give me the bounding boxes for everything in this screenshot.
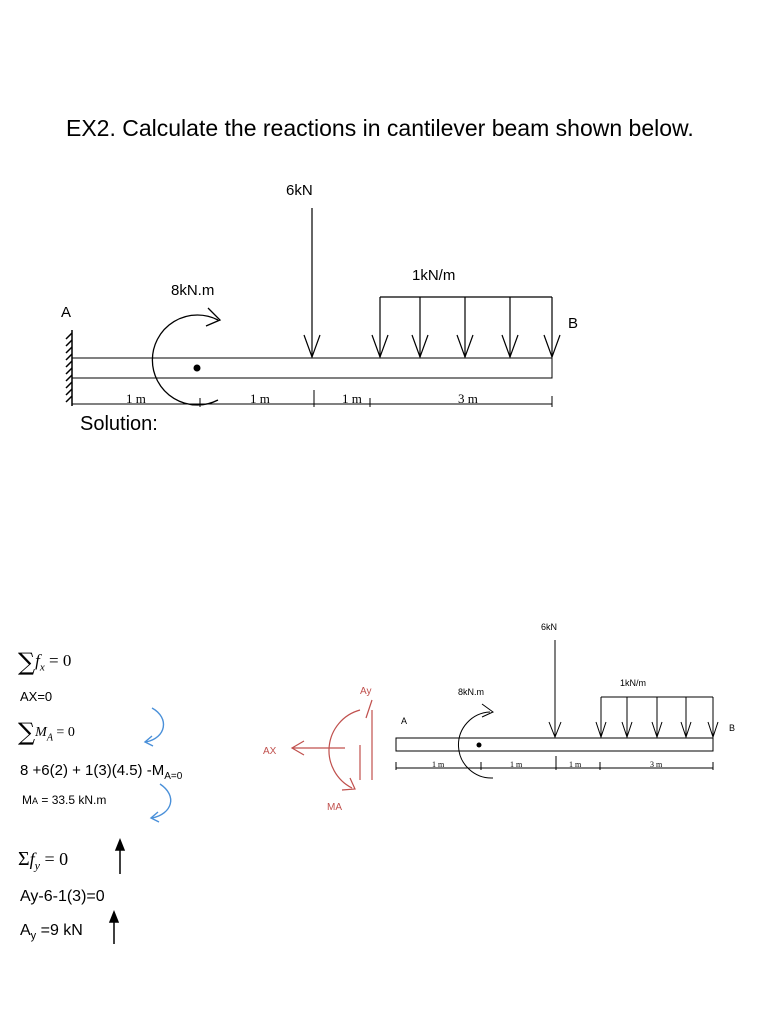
ay-arrow	[366, 700, 372, 718]
span-label: 1 m	[342, 391, 362, 406]
small-end-b-label: B	[729, 723, 736, 733]
ax-label: AX	[263, 746, 277, 757]
solution-label: Solution:	[80, 413, 158, 435]
small-support-a-label: A	[401, 716, 408, 726]
fx-var: f	[35, 651, 40, 670]
ay-label: Ay	[360, 686, 372, 697]
fixed-support-hatch	[66, 330, 72, 406]
ma-result	[22, 793, 106, 807]
ma-result-sub: A	[32, 796, 39, 806]
ax-equation: AX=0	[20, 689, 53, 704]
sum-ma-equation	[18, 718, 75, 746]
ma-arc	[329, 710, 360, 788]
ay-result	[20, 922, 83, 942]
point-load-label: 6kN	[286, 182, 313, 199]
ma-result-pre: M	[22, 793, 32, 807]
small-udl-label: 1kN/m	[620, 678, 647, 688]
ma-label: MA	[327, 802, 342, 813]
moment-equation	[20, 762, 182, 782]
fy-sub: y	[34, 858, 40, 873]
small-span-label: 1 m	[432, 760, 445, 769]
moment-point	[194, 365, 201, 372]
distributed-load	[372, 297, 560, 357]
sigma-symbol: ∑	[18, 718, 36, 746]
moment-label: 8kN.m	[171, 282, 215, 299]
small-beam-diagram	[396, 640, 718, 778]
page-title: EX2. Calculate the reactions in cantilever beam shown below.	[66, 115, 694, 141]
fy-rhs: = 0	[39, 849, 69, 869]
moment-eq-main: 8 +6(2) + 1(3)(4.5) -M	[20, 762, 165, 779]
small-span-label: 3 m	[650, 760, 663, 769]
ma-sub: A	[46, 732, 53, 744]
span-label: 3 m	[458, 391, 478, 406]
ma-result-post: = 33.5 kN.m	[38, 793, 107, 807]
end-b-label: B	[568, 315, 579, 332]
small-moment-point	[477, 743, 482, 748]
applied-moment-arc	[152, 315, 218, 405]
moment-arrowhead	[206, 308, 220, 326]
span-label: 1 m	[250, 391, 270, 406]
free-body-diagram	[292, 700, 372, 790]
udl-label: 1kN/m	[412, 267, 456, 284]
small-span-label: 1 m	[510, 760, 523, 769]
up-arrows	[110, 840, 124, 944]
fy-var: f	[29, 849, 35, 869]
fx-sub: x	[39, 661, 45, 674]
fy-equation: Ay-6-1(3)=0	[20, 888, 105, 905]
ay-result-post: =9 kN	[36, 922, 83, 939]
sum-fy-equation	[18, 848, 68, 874]
support-a-label: A	[61, 304, 72, 321]
ma-rhs: = 0	[52, 725, 75, 740]
ma-var: M	[35, 725, 47, 740]
span-label: 1 m	[126, 391, 146, 406]
ay-result-sub: y	[30, 930, 37, 943]
sum-fx-equation	[18, 648, 71, 676]
fx-rhs: = 0	[44, 651, 72, 670]
small-moment-label: 8kN.m	[458, 687, 485, 697]
ay-result-pre: A	[20, 922, 31, 939]
sigma-symbol: ∑	[18, 648, 36, 676]
sigma-symbol: Σ	[18, 848, 30, 870]
small-point-load-label: 6kN	[541, 622, 558, 632]
beam	[72, 358, 552, 378]
moment-eq-sub: A=0	[164, 771, 183, 782]
small-span-label: 1 m	[569, 760, 582, 769]
